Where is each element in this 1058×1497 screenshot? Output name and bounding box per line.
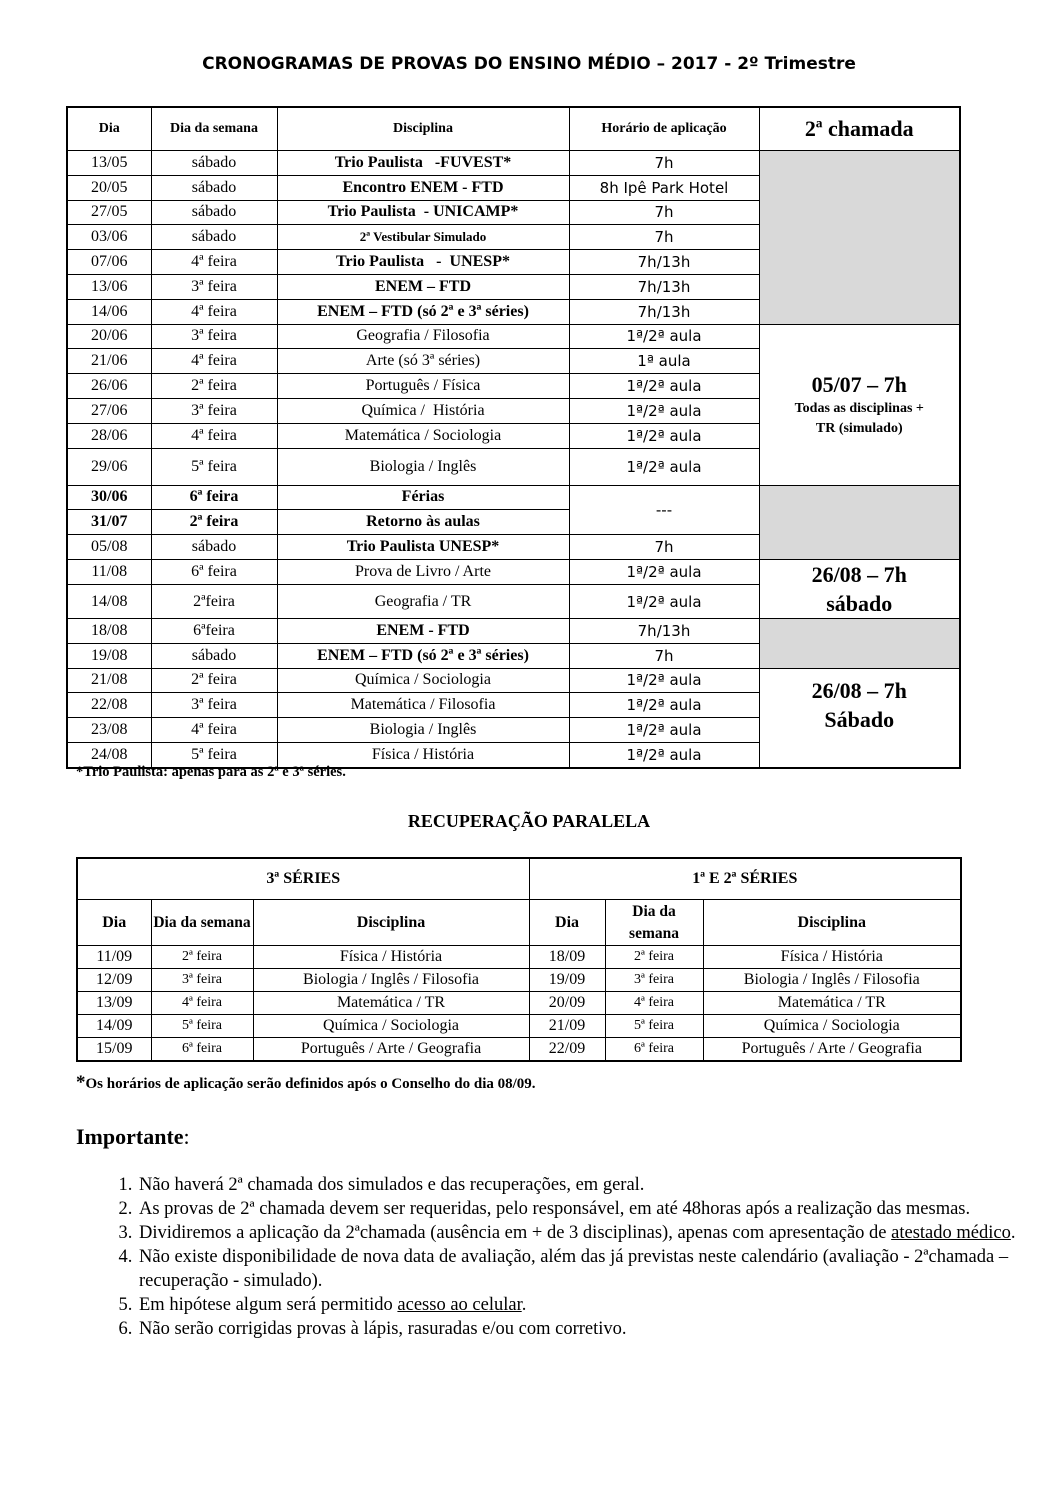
subject-cell: Português / Física [277, 374, 569, 399]
note-text: Não existe disponibilidade de nova data de avaliação, além das já previstas neste calendário (avaliação - 2ªchamada – recuperação - simulado). [139, 1247, 1009, 1291]
weekday-cell: 4ª feira [151, 718, 277, 743]
weekday-cell: 5ª feira [151, 1015, 253, 1038]
list-item [137, 1293, 1037, 1317]
day-cell: 11/08 [67, 559, 151, 584]
weekday-cell: 6ª feira [151, 1038, 253, 1062]
day-cell: 20/06 [67, 324, 151, 349]
day-cell: 19/08 [67, 643, 151, 668]
second-call-weekday: Sábado [824, 706, 895, 732]
schedule-table [66, 106, 961, 769]
subject-cell: Português / Arte / Geografia [703, 1038, 961, 1062]
weekday-cell: sábado [151, 535, 277, 560]
day-cell: 03/06 [67, 225, 151, 250]
day-cell: 29/06 [67, 448, 151, 485]
day-cell: 21/06 [67, 349, 151, 374]
weekday-cell: sábado [151, 643, 277, 668]
subject-cell: Matemática / TR [253, 992, 529, 1015]
day-cell: 19/09 [529, 969, 605, 992]
note-text: Dividiremos a aplicação da 2ªchamada (ausência em + de 3 disciplinas), apenas com apresentação de [139, 1223, 892, 1243]
weekday-cell: sábado [151, 175, 277, 200]
header-subject: Disciplina [703, 900, 961, 946]
trio-paulista-footnote: *Trio Paulista: apenas para as 2ª e 3ª séries. [76, 764, 346, 780]
weekday-cell: 3ª feira [151, 969, 253, 992]
day-cell: 13/06 [67, 274, 151, 299]
important-colon: : [183, 1124, 190, 1149]
time-cell: 8h Ipê Park Hotel [569, 175, 759, 200]
weekday-cell: sábado [151, 151, 277, 176]
group-first-second-grade: 1ª E 2ª SÉRIES [529, 858, 961, 900]
time-cell: 1ª/2ª aula [569, 374, 759, 399]
subject-cell: Física / História [703, 946, 961, 969]
table-row [77, 1038, 961, 1062]
weekday-cell: 2ª feira [151, 510, 277, 535]
weekday-cell: 4ª feira [151, 250, 277, 275]
day-cell: 07/06 [67, 250, 151, 275]
important-label: Importante [76, 1124, 184, 1149]
subject-cell: Trio Paulista UNESP* [277, 535, 569, 560]
weekday-cell: 4ª feira [151, 423, 277, 448]
time-cell: 1ª/2ª aula [569, 742, 759, 767]
header-weekday: Dia da semana [151, 107, 277, 151]
weekday-cell: 6ª feira [605, 1038, 703, 1062]
weekday-cell: 4ª feira [151, 992, 253, 1015]
header-time: Horário de aplicação [569, 107, 759, 151]
subject-cell: Química / Sociologia [277, 668, 569, 693]
group-third-grade: 3ª SÉRIES [77, 858, 529, 900]
subject-cell: Trio Paulista - UNICAMP* [277, 200, 569, 225]
note-text: Em hipótese algum será permitido [139, 1295, 398, 1315]
header-subject: Disciplina [253, 900, 529, 946]
footnote-star: * [76, 1072, 86, 1093]
day-cell: 14/09 [77, 1015, 151, 1038]
day-cell: 05/08 [67, 535, 151, 560]
subject-cell: Português / Arte / Geografia [253, 1038, 529, 1062]
time-cell: 7h/13h [569, 250, 759, 275]
note-end: . [1010, 1223, 1016, 1243]
table-row [67, 618, 960, 643]
day-cell: 13/05 [67, 151, 151, 176]
recovery-footnote [76, 1072, 536, 1094]
day-cell: 15/09 [77, 1038, 151, 1062]
day-cell: 14/08 [67, 585, 151, 619]
second-call-empty [759, 618, 960, 668]
time-cell: 7h [569, 200, 759, 225]
day-cell: 24/08 [67, 742, 151, 767]
subject-cell: Matemática / Filosofia [277, 693, 569, 718]
day-cell: 12/09 [77, 969, 151, 992]
recovery-group-row [77, 858, 961, 900]
recovery-header-row [77, 900, 961, 946]
subject-cell: Biologia / Inglês / Filosofia [253, 969, 529, 992]
weekday-cell: 6ªfeira [151, 618, 277, 643]
day-cell: 11/09 [77, 946, 151, 969]
time-cell: 1ª/2ª aula [569, 324, 759, 349]
list-item [137, 1317, 1037, 1341]
second-call-note: TR (simulado) [815, 421, 903, 437]
subject-cell: Química / História [277, 398, 569, 423]
recovery-title: RECUPERAÇÃO PARALELA [407, 811, 651, 831]
footnote-text: Os horários de aplicação serão definidos após o Conselho do dia 08/09. [85, 1076, 536, 1092]
weekday-cell: 4ª feira [151, 349, 277, 374]
day-cell: 20/05 [67, 175, 151, 200]
weekday-cell: sábado [151, 225, 277, 250]
important-heading [76, 1124, 190, 1150]
weekday-cell: 2ªfeira [151, 585, 277, 619]
table-row [67, 559, 960, 584]
header-day: Dia [77, 900, 151, 946]
subject-cell: Biologia / Inglês [277, 718, 569, 743]
subject-cell: Férias [277, 485, 569, 510]
recovery-table [76, 857, 962, 1062]
second-call-empty [759, 485, 960, 559]
subject-cell: Física / História [253, 946, 529, 969]
weekday-cell: 2ª feira [151, 668, 277, 693]
subject-cell: Química / Sociologia [703, 1015, 961, 1038]
weekday-cell: 2ª feira [151, 374, 277, 399]
day-cell: 28/06 [67, 423, 151, 448]
second-call-date: 26/08 – 7h [811, 561, 907, 587]
subject-cell: Trio Paulista - UNESP* [277, 250, 569, 275]
note-text: As provas de 2ª chamada devem ser requeridas, pelo responsável, em até 48horas após a realização das mesmas. [139, 1199, 971, 1219]
day-cell: 13/09 [77, 992, 151, 1015]
time-cell: 1ª/2ª aula [569, 585, 759, 619]
weekday-cell: 3ª feira [605, 969, 703, 992]
header-weekday: Dia da semana [151, 900, 253, 946]
weekday-cell: 5ª feira [151, 448, 277, 485]
subject-cell: Física / História [277, 742, 569, 767]
second-call-date: 26/08 – 7h [811, 677, 907, 703]
important-notes-list [100, 1173, 1037, 1341]
weekday-cell: 5ª feira [151, 742, 277, 767]
time-cell: 1ª/2ª aula [569, 398, 759, 423]
weekday-cell: 2ª feira [151, 946, 253, 969]
list-item [137, 1173, 1037, 1197]
weekday-cell: 4ª feira [151, 299, 277, 324]
time-cell: 7h/13h [569, 618, 759, 643]
second-call-cell [759, 559, 960, 618]
time-cell: 7h/13h [569, 299, 759, 324]
subject-cell: Biologia / Inglês / Filosofia [703, 969, 961, 992]
weekday-cell: 6ª feira [151, 559, 277, 584]
page-title: CRONOGRAMAS DE PROVAS DO ENSINO MÉDIO – 2017 - 2º Trimestre [202, 54, 856, 74]
header-day: Dia [67, 107, 151, 151]
weekday-cell: 3ª feira [151, 274, 277, 299]
note-text: Não serão corrigidas provas à lápis, rasuradas e/ou com corretivo. [139, 1319, 627, 1339]
second-call-weekday: sábado [826, 590, 893, 616]
day-cell: 31/07 [67, 510, 151, 535]
table-row [77, 969, 961, 992]
subject-cell: Geografia / TR [277, 585, 569, 619]
time-cell: 7h [569, 643, 759, 668]
table-row [67, 668, 960, 693]
weekday-cell: sábado [151, 200, 277, 225]
day-cell: 27/05 [67, 200, 151, 225]
day-cell: 30/06 [67, 485, 151, 510]
day-cell: 20/09 [529, 992, 605, 1015]
time-cell: --- [569, 485, 759, 535]
subject-cell: ENEM – FTD (só 2ª e 3ª séries) [277, 299, 569, 324]
header-weekday: Dia da semana [605, 900, 703, 946]
header-day: Dia [529, 900, 605, 946]
day-cell: 22/08 [67, 693, 151, 718]
weekday-cell: 5ª feira [605, 1015, 703, 1038]
day-cell: 21/09 [529, 1015, 605, 1038]
weekday-cell: 3ª feira [151, 693, 277, 718]
day-cell: 21/08 [67, 668, 151, 693]
day-cell: 18/08 [67, 618, 151, 643]
table-row [77, 946, 961, 969]
list-item [137, 1197, 1037, 1221]
day-cell: 26/06 [67, 374, 151, 399]
second-call-cell [759, 668, 960, 768]
note-link: acesso ao celular [397, 1295, 522, 1315]
time-cell: 1ª/2ª aula [569, 559, 759, 584]
time-cell: 7h/13h [569, 274, 759, 299]
list-item [137, 1221, 1037, 1245]
header-second-call: 2ª chamada [759, 107, 960, 151]
weekday-cell: 3ª feira [151, 324, 277, 349]
header-subject: Disciplina [277, 107, 569, 151]
subject-cell: Prova de Livro / Arte [277, 559, 569, 584]
weekday-cell: 3ª feira [151, 398, 277, 423]
time-cell: 1ª/2ª aula [569, 448, 759, 485]
table-row [77, 992, 961, 1015]
second-call-cell [759, 324, 960, 485]
time-cell: 1ª/2ª aula [569, 423, 759, 448]
weekday-cell: 6ª feira [151, 485, 277, 510]
day-cell: 18/09 [529, 946, 605, 969]
time-cell: 7h [569, 535, 759, 560]
time-cell: 1ª/2ª aula [569, 718, 759, 743]
subject-cell: Geografia / Filosofia [277, 324, 569, 349]
time-cell: 1ª aula [569, 349, 759, 374]
day-cell: 14/06 [67, 299, 151, 324]
time-cell: 1ª/2ª aula [569, 693, 759, 718]
subject-cell: Matemática / Sociologia [277, 423, 569, 448]
second-call-empty [759, 151, 960, 325]
subject-cell: Retorno às aulas [277, 510, 569, 535]
subject-cell: Encontro ENEM - FTD [277, 175, 569, 200]
second-call-date: 05/07 – 7h [811, 372, 907, 398]
subject-cell: Química / Sociologia [253, 1015, 529, 1038]
weekday-cell: 4ª feira [605, 992, 703, 1015]
table-row [67, 485, 960, 510]
schedule-header-row [67, 107, 960, 151]
table-row [67, 151, 960, 176]
time-cell: 7h [569, 151, 759, 176]
time-cell: 7h [569, 225, 759, 250]
subject-cell: ENEM – FTD [277, 274, 569, 299]
subject-cell: ENEM - FTD [277, 618, 569, 643]
note-link: atestado médico [891, 1223, 1011, 1243]
subject-cell: Matemática / TR [703, 992, 961, 1015]
day-cell: 27/06 [67, 398, 151, 423]
subject-cell: Biologia / Inglês [277, 448, 569, 485]
list-item [137, 1245, 1037, 1293]
subject-cell: Trio Paulista -FUVEST* [277, 151, 569, 176]
day-cell: 23/08 [67, 718, 151, 743]
subject-cell: 2ª Vestibular Simulado [277, 225, 569, 250]
day-cell: 22/09 [529, 1038, 605, 1062]
subject-cell: ENEM – FTD (só 2ª e 3ª séries) [277, 643, 569, 668]
weekday-cell: 2ª feira [605, 946, 703, 969]
subject-cell: Arte (só 3ª séries) [277, 349, 569, 374]
note-text: Não haverá 2ª chamada dos simulados e das recuperações, em geral. [139, 1175, 645, 1195]
second-call-note: Todas as disciplinas + [794, 401, 924, 417]
time-cell: 1ª/2ª aula [569, 668, 759, 693]
note-end: . [521, 1295, 527, 1315]
table-row [77, 1015, 961, 1038]
table-row [67, 324, 960, 349]
